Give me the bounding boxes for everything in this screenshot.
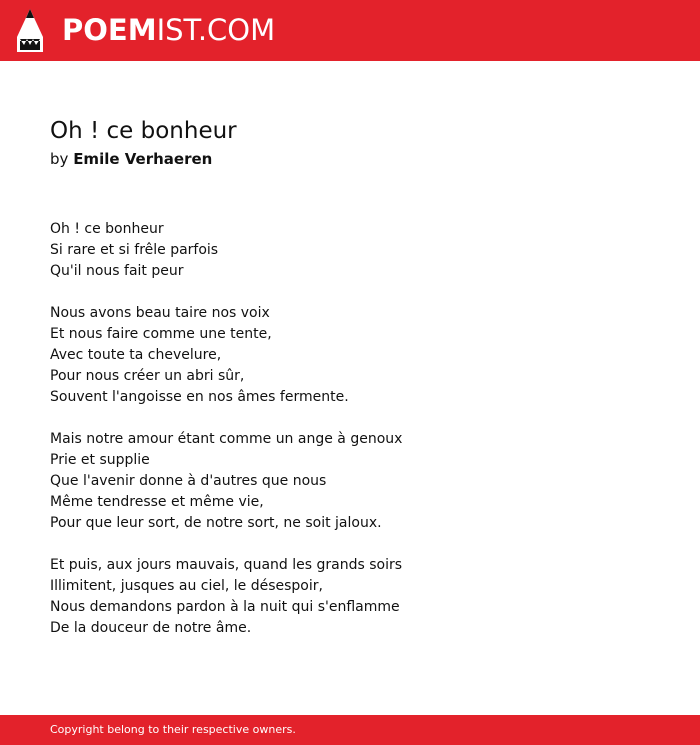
logo-text-light: IST.COM [156,13,276,47]
logo-text-bold: POEM [62,13,157,47]
poem-line: Et puis, aux jours mauvais, quand les grands soirs [50,557,403,573]
poem-line: Oh ! ce bonheur [50,221,164,237]
poem-line: Nous avons beau taire nos voix [50,305,270,321]
poem-line: Qu'il nous fait peur [50,263,184,279]
pencil-tip-icon[interactable] [17,9,43,52]
poem-line: Pour nous créer un abri sûr, [50,368,245,384]
poem-line: Illimitent, jusques au ciel, le désespoir, [50,578,323,594]
poem-body [50,219,670,660]
copyright-notice: Copyright belong to their respective owners. [50,723,296,736]
stanza [50,429,670,534]
stanza [50,219,670,282]
site-header [0,0,700,61]
site-logo[interactable] [62,12,275,48]
poem-line: Même tendresse et même vie, [50,494,264,510]
poem-line: De la douceur de notre âme. [50,620,252,636]
poem-title: Oh ! ce bonheur [50,118,237,144]
poem-line: Souvent l'angoisse en nos âmes fermente. [50,389,349,405]
byline-prefix: by [50,150,69,168]
poem-line: Pour que leur sort, de notre sort, ne soit jaloux. [50,515,382,531]
poem-line: Et nous faire comme une tente, [50,326,272,342]
site-footer [0,715,700,745]
poem-line: Prie et supplie [50,452,150,468]
poem-line: Mais notre amour étant comme un ange à genoux [50,431,403,447]
poem-line: Avec toute ta chevelure, [50,347,222,363]
poem-line: Nous demandons pardon à la nuit qui s'enflamme [50,599,400,615]
stanza [50,303,670,408]
poem-line: Si rare et si frêle parfois [50,242,219,258]
author-name[interactable]: Emile Verhaeren [73,150,213,168]
poem-byline [50,149,212,169]
poem-line: Que l'avenir donne à d'autres que nous [50,473,327,489]
stanza [50,555,670,639]
